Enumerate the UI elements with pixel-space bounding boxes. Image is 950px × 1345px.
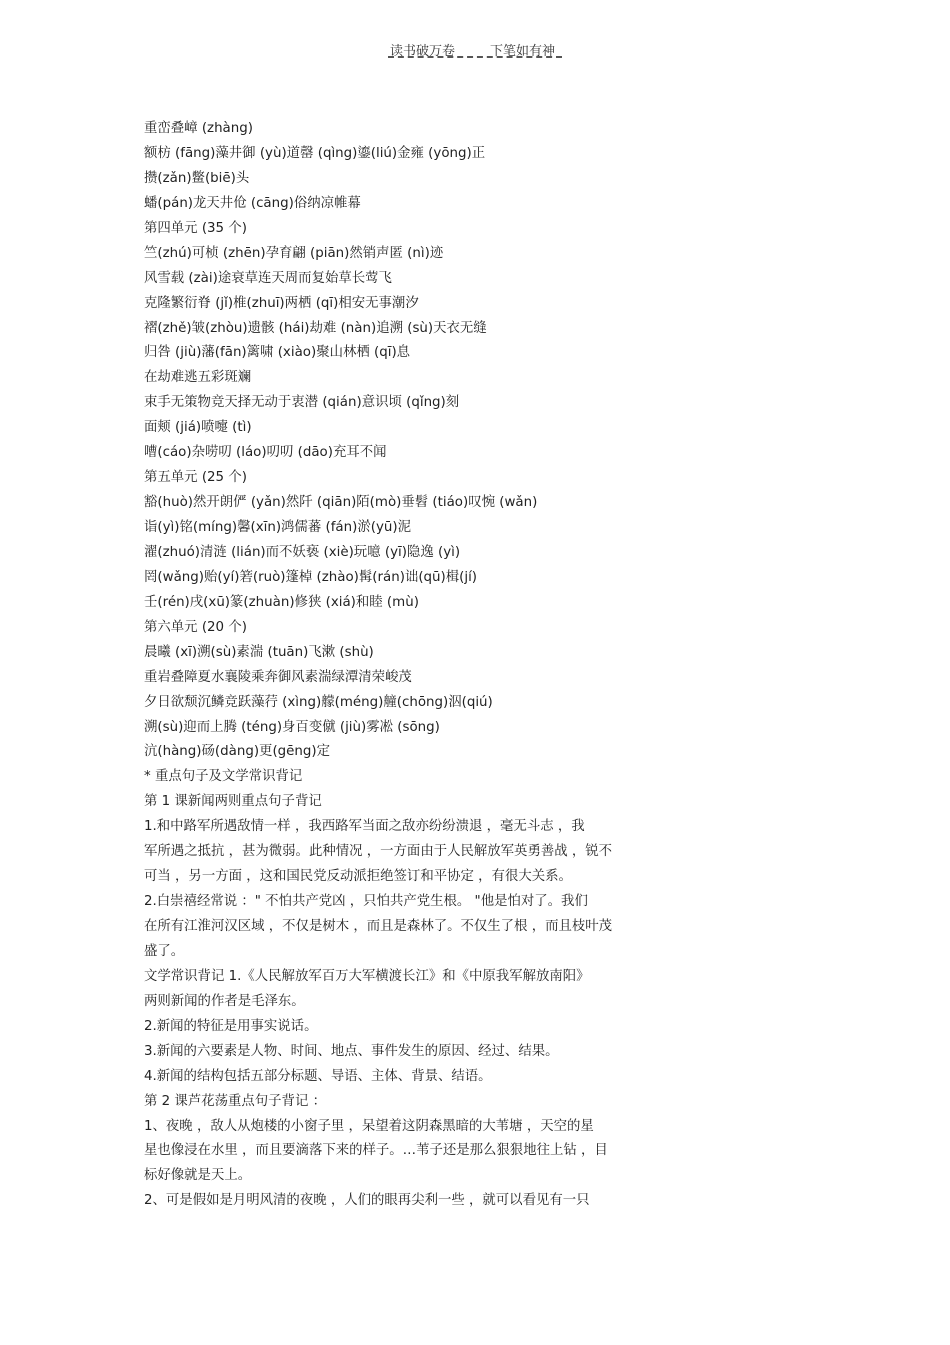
- header-motto-right: 下笔如有神: [490, 44, 556, 59]
- text-line: 两则新闻的作者是毛泽东。: [144, 993, 305, 1009]
- text-line: 军所遇之抵抗 ，甚为微弱。此种情况 ，一方面由于人民解放军英勇善战 ，锐不: [144, 844, 613, 860]
- text-line: 在劫难逃五彩斑斓: [144, 370, 252, 386]
- text-line: 面颊 (jiá)喷嚏 (tì): [144, 420, 252, 436]
- header-divider: [388, 56, 562, 58]
- text-line: 可当 ，另一方面 ，这和国民党反动派拒绝签订和平协定 ，有很大关系。: [144, 869, 572, 885]
- text-line: 濯(zhuó)清涟 (lián)而不妖亵 (xiè)玩噫 (yī)隐逸 (yì): [144, 544, 461, 560]
- text-line: 风雪载 (zài)途衰草连天周而复始草长莺飞: [144, 270, 392, 286]
- section-heading: 第六单元 (20 个): [144, 619, 247, 635]
- text-line: 2.新闻的特征是用事实说话。: [144, 1018, 318, 1034]
- text-line: 星也像浸在水里 ，而且要滴落下来的样子。…苇子还是那么狠狠地往上钻 ，目: [144, 1143, 608, 1159]
- header-motto-left: 读书破万卷: [390, 44, 456, 59]
- text-line: 克隆繁衍脊 (jǐ)椎(zhuī)两栖 (qī)相安无事潮汐: [144, 295, 419, 311]
- document-body: [144, 117, 744, 1214]
- text-line: 晨曦 (xī)溯(sù)素湍 (tuān)飞漱 (shù): [144, 644, 374, 660]
- text-line: 夕日欲颓沉鳞竞跃藻荇 (xìng)艨(méng)艟(chōng)泅(qiú): [144, 694, 493, 710]
- text-line: 壬(rén)戌(xū)篆(zhuàn)修狭 (xiá)和睦 (mù): [144, 594, 419, 610]
- text-line: 盛了。: [144, 943, 185, 959]
- text-line: 文学常识背记 1.《人民解放军百万大军横渡长江》和《中原我军解放南阳》: [144, 968, 590, 984]
- text-line: 沆(hàng)砀(dàng)更(gēng)定: [144, 744, 331, 760]
- text-line: 攒(zǎn)鳖(biē)头: [144, 170, 250, 186]
- text-line: 溯(sù)迎而上腾 (téng)身百变僦 (jiù)雾凇 (sōng): [144, 719, 440, 735]
- text-line: 标好像就是天上。: [144, 1168, 252, 1184]
- text-line: 2、可是假如是月明风清的夜晚 ，人们的眼再尖利一些 ，就可以看见有一只: [144, 1193, 590, 1209]
- text-line: 额枋 (fāng)藻井御 (yù)道罄 (qìng)鎏(liú)金雍 (yōng)正: [144, 145, 486, 161]
- text-line: 诣(yì)铭(míng)馨(xīn)鸿儒蕃 (fán)淤(yū)泥: [144, 520, 411, 535]
- text-line: 归咎 (jiù)藩(fān)篱啸 (xiào)聚山林栖 (qī)息: [144, 345, 411, 361]
- text-line: 3.新闻的六要素是人物、时间、地点、事件发生的原因、经过、结果。: [144, 1043, 559, 1059]
- lesson-heading: 第 1 课新闻两则重点句子背记: [144, 794, 322, 810]
- lesson-heading: 第 2 课芦花荡重点句子背记 ：: [144, 1093, 326, 1109]
- text-line: 豁(huò)然开朗俨 (yǎn)然阡 (qiān)陌(mò)垂髫 (tiáo)叹惋 (wǎn): [144, 495, 538, 511]
- text-line: 褶(zhě)皱(zhòu)遗骸 (hái)劫难 (nàn)追溯 (sù)天衣无缝: [144, 320, 487, 336]
- text-line: 重岩叠障夏水襄陵乘奔御风素湍绿潭清荣峻茂: [144, 669, 412, 685]
- text-line: 竺(zhú)可桢 (zhēn)孕育翩 (piān)然销声匿 (nì)迹: [144, 245, 444, 261]
- text-line: 1、夜晚 ，敌人从炮楼的小窗子里 ，呆望着这阴森黑暗的大苇塘 ，天空的星: [144, 1118, 594, 1134]
- text-line: 2.白崇禧经常说 ：" 不怕共产党凶 ，只怕共产党生根。 "他是怕对了。我们: [144, 894, 588, 910]
- text-line: 嘈(cáo)杂唠叨 (láo)叨叨 (dāo)充耳不闻: [144, 445, 387, 461]
- text-line: 1.和中路军所遇敌情一样 ，我西路军当面之敌亦纷纷溃退 ，毫无斗志 ，我: [144, 819, 585, 835]
- text-line: 在所有江淮河汉区域 ，不仅是树木 ，而且是森林了。不仅生了根 ，而且枝叶茂: [144, 919, 613, 934]
- text-line: 蟠(pán)龙天井伧 (cāng)俗纳凉帷幕: [144, 195, 361, 211]
- section-heading: 第四单元 (35 个): [144, 220, 247, 236]
- section-heading: 第五单元 (25 个): [144, 470, 247, 486]
- text-line: 束手无策物竞天择无动于衷潜 (qián)意识顷 (qǐng)刻: [144, 395, 460, 411]
- section-heading: * 重点句子及文学常识背记: [144, 769, 303, 785]
- text-line: 罔(wǎng)贻(yí)箬(ruò)篷棹 (zhào)髯(rán)诎(qū)楫(jí): [144, 569, 478, 585]
- text-line: 4.新闻的结构包括五部分标题、导语、主体、背景、结语。: [144, 1068, 492, 1084]
- text-line: 重峦叠嶂 (zhàng): [144, 121, 253, 136]
